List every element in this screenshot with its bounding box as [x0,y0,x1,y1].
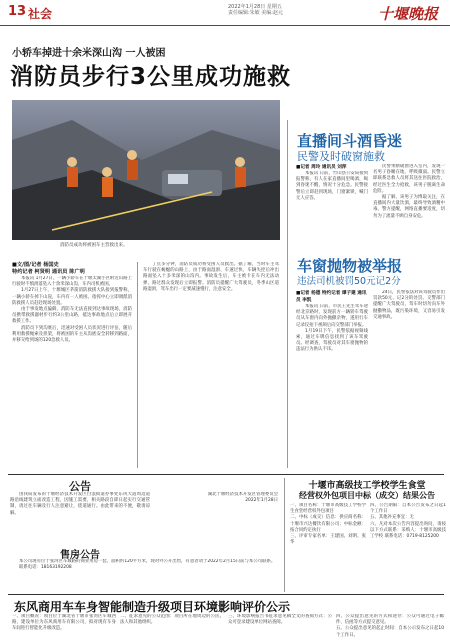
date-block [228,4,378,16]
story3-paragraph: 本报讯 日前，市民王先生驾车途经北京路时，发现前方一辆轿车驾驶员从车窗内向外抛撒杂物，遂用行车记录仪拍下视频后向交警部门举报。 [296,304,368,328]
column-divider [284,478,285,592]
bid-notice-col2 [370,503,446,591]
lead-paragraph: 消防员下到沟底后，迅速对受困人员状况进行评估，随后利用救援绳索及担架，将被困的车主从沟底安全转移到路面，并移交给到场的120急救人员。 [12,325,132,344]
bid-section: 一、项目名称：十堰市高级技工学校学生食堂经营权外包项目 [290,503,366,515]
story2-paragraph: 本报讯 日前，竹山县公安局接到报警称，有人在家直播间里喝酒，喝到昏迷不醒，情况十分危急。民警接警后立即赶到现场，门窗紧锁，喊门无人应答。 [296,171,368,201]
section-divider [8,474,444,475]
notice-title: 公告 [69,480,91,493]
notice-sign [150,492,278,544]
lead-body-col1 [12,262,132,470]
lead-headline: 消防员步行3公里成功施救 [10,64,292,90]
bid-section: 五、其他补充事宜：无 [370,515,414,521]
bid-section: 三、评审专家名单：王建国、刘明、张华 [290,534,366,546]
sale-notice-text: 本公司现有位于张湾区车城路的商业用房一套，面积约120平方米，现对外公开出售，有意者请于2022年2月15日前与本公司联系。 [19,559,276,564]
story2-subtitle: 民警及时破窗施救 [297,150,385,163]
section-number: 13 [8,4,27,19]
bottom-section: 二、征求意见的公众范围：项目所在地周边的公民、法人和其他组织。 [120,614,224,626]
bottom-notice-col4 [336,614,444,638]
bid-section: 二、中标（成交）信息：供应商名称：十堰市兴达餐饮有限公司；中标金额：按合同约定执行 [290,515,366,533]
section-divider [8,594,444,595]
bottom-section: 三、环境影响报告书征求意见稿全文的查阅方式：公众可登录建设单位网站查阅。 [228,614,332,626]
notice-body [10,492,150,544]
page-header [0,0,450,26]
lead-paragraph: 由于事发地点偏僻，消防车无法直接到达事故现场，消防员携带救援器材步行约3公里山路，抵达事故地点后立即展开救援工作。 [12,307,132,325]
story2-paragraph: 民警果断破窗进入室内，发现一名男子昏睡在地，呼吸微弱。民警立即联系急救人员将其送往医院救治，经过医生全力抢救，该男子脱离生命危险。 [373,164,445,194]
story2-text [296,171,368,249]
lead-body-col2 [143,262,279,468]
bid-section: 四、公告期限：自本公告发布之日起1个工作日 [370,503,446,515]
bottom-notice-title: 东风商用车车身智能制造升级项目环境影响评价公示 [14,600,291,614]
story3-paragraph: 24日，民警依法对该驾驶员作出罚款50元、记2分的处罚。交警部门提醒广大驾驶员，驾车时切勿向车外抛撒物品，既污染环境，又容易引发交通事故。 [373,290,445,320]
story3-col2 [373,290,445,468]
story2-byline: ■记者 周玲 通讯员 刘萍 [296,165,347,170]
date-line: 2022年1月28日 星期五 [228,4,282,10]
bottom-section: 五、公众提出意见的起止时间：自本公示发布之日起10个工作日。 [336,626,444,638]
lead-byline-sub: 特约记者 柯贤明 通讯员 陈广明 [12,269,85,275]
bottom-notice-col3 [228,614,332,638]
bottom-section: 一、项目概况：项目位于湖北省十堰市张湾区车城西路，建设单位为东风商用车有限公司，拟对现有车身车间进行智能化升级改造。 [12,614,116,632]
story3-col1 [296,290,368,468]
bottom-section: 四、公众提出意见的方式和途径：公众可通过电子邮件、信函等方式提交意见。 [336,614,444,626]
bid-notice-subtitle: 经营权外包项目中标（成交）结果公告 [299,491,435,500]
sale-notice-contact: 联系电话：18163192208 [19,565,72,571]
notice-org: 湖北十堰经济技术开发区管理委员会 [207,492,278,497]
rescue-photo-illustration [12,100,280,240]
lead-text [12,276,132,461]
lead-paragraph: 本报讯 1月27日，一辆小轿车在十堰太湖小区附近山路上行驶时不慎滑落坠入十余米深山沟，车内司机被困。 [12,276,132,288]
lead-kicker: 小轿车掉进十余米深山沟 一人被困 [12,48,166,59]
photo-caption: 消防员成功将被困车主营救出来。 [60,243,128,248]
story3-paragraph: 1月19日下午，民警依据视频线索，通过车牌信息找到了该车驾驶员。经调查，驾驶员对其车窗抛物的违法行为供认不讳。 [296,328,368,353]
story2-col1 [296,164,368,250]
editor-line: 责任编辑:朱敏 美编:赵元 [228,10,283,16]
story3-byline: ■记者 杨德 特约记者 谭子建 通讯员 李凯 [296,291,367,303]
brand-logo: 十堰晚报 [378,5,439,23]
bid-notice-col1 [290,503,366,591]
lead-paragraph: 1月27日上午，十堰城区茅箭消防救援大队接到报警称，一辆小轿车掉下山崖，车内有一人被困。指挥中心立即调派消防救援人员赶赴现场处置。 [12,288,132,306]
lead-continued: 了点多分钟，消防员成功将受困人员救出。据了解，当时车主驾车行驶在蜿蜒的山路上，由于路面湿滑、车速过快，车辆失控后冲出路面坠入十多米深的山沟内。事故发生后，车主被卡在车内无法动弹，路过群众发现后立即报警。消防员提醒广大驾驶员，冬季山区道路湿滑，驾车出行一定要减速慢行，注意安全。 [143,262,279,292]
story2-col2 [373,164,445,250]
notice-text: 由我局发布的十堰经济技术开发区白浪街道办事处东风大道周边道路沿线建筑立面改造工程，因施工需要，相关路段自即日起实行交通管制，请过往车辆及行人注意避让，绕道通行。由此带来的不便，敬请谅解。 [10,492,150,516]
story3-subtitle: 违法司机被罚50元记2分 [297,276,401,287]
story3-text [296,304,368,468]
rescue-photo [12,100,280,240]
story2-title: 直播间斗酒昏迷 [297,132,403,150]
column-divider [137,262,138,468]
bottom-notice-col2 [120,614,224,638]
story2-paragraph: 据了解，该男子为博取关注，在直播间内大量饮酒，最终导致酒精中毒。警方提醒，网络直播要适度，切勿为了流量不顾自身安危。 [373,195,445,219]
bid-section: 六、凡对本次公告内容提出询问，请按以下方式联系：采购人：十堰市高级技工学校 联系电话：0719-8125200 [370,521,446,540]
bottom-notice-col1 [12,614,116,638]
sale-notice-title: 售房公告 [60,550,100,561]
column-divider [287,120,288,468]
bid-notice-title: 十堰市高级技工学校学生食堂 [308,481,426,491]
sale-notice-body [10,559,278,591]
story3-title: 车窗抛物被举报 [297,257,403,275]
section-name: 社会 [28,7,53,21]
notice-date: 2022年1月28日 [245,498,278,504]
lead-byline: ■文/图/记者 杨国史 [12,262,59,268]
